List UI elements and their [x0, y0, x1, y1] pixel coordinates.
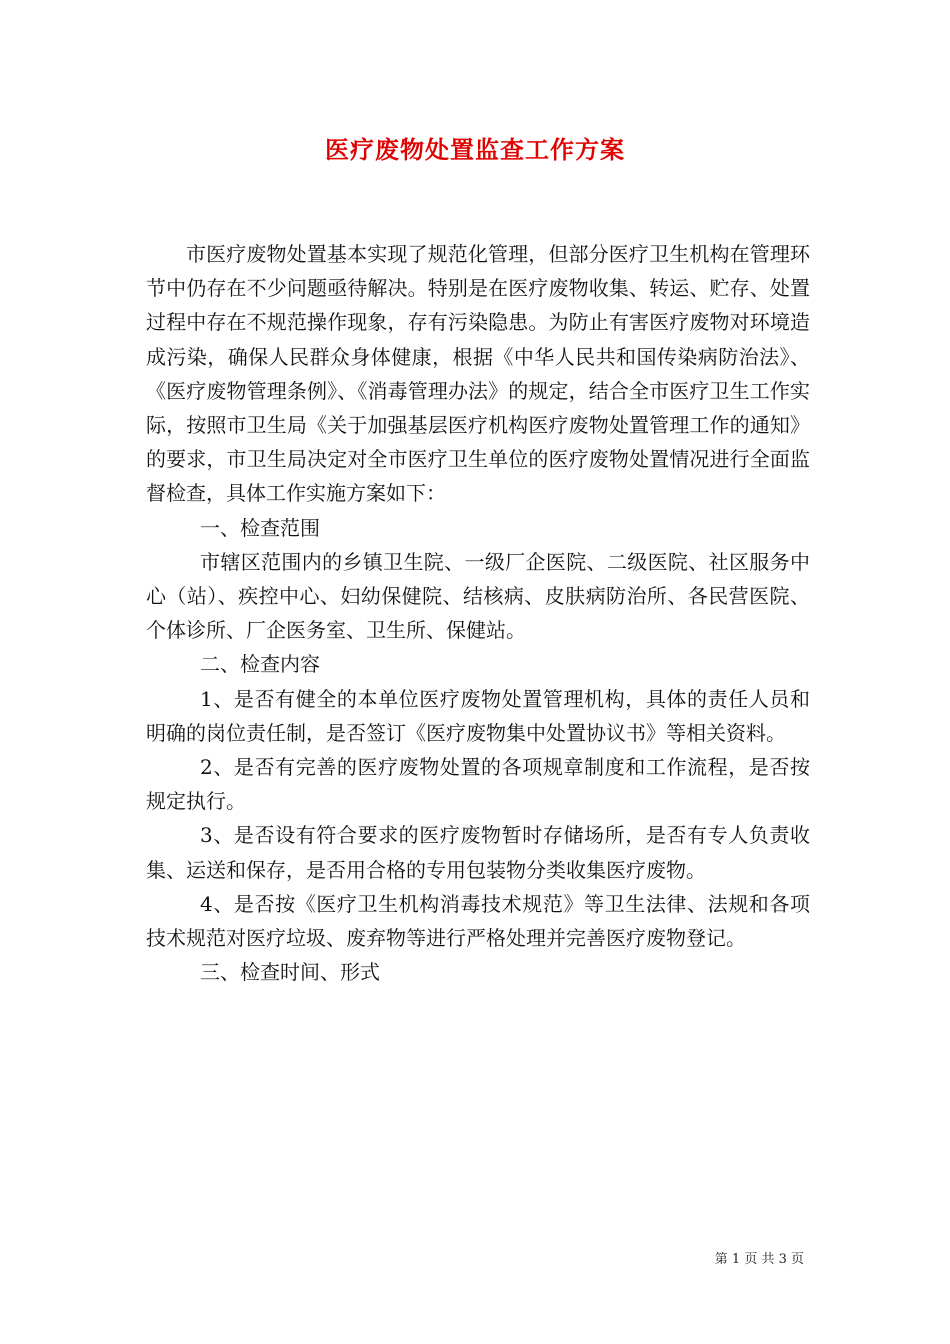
section-2-item-3: 3、是否设有符合要求的医疗废物暂时存储场所，是否有专人负责收集、运送和保存，是否用合格的专用包装物分类收集医疗废物。	[146, 823, 810, 882]
section-2-item-2: 2、是否有完善的医疗废物处置的各项规章制度和工作流程，是否按规定执行。	[146, 755, 810, 814]
section-1-paragraph: 市辖区范围内的乡镇卫生院、一级厂企医院、二级医院、社区服务中心（站）、疾控中心、妇幼保健院、结核病、皮肤病防治所、各民营医院、个体诊所、厂企医务室、卫生所、保健站。	[146, 549, 810, 643]
section-3-heading: 三、检查时间、形式	[200, 960, 380, 985]
section-2-heading: 二、检查内容	[200, 652, 320, 677]
page-indicator: 第 1 页 共 3 页	[714, 1252, 804, 1267]
section-2-item-4: 4、是否按《医疗卫生机构消毒技术规范》等卫生法律、法规和各项技术规范对医疗垃圾、废弃物等进行严格处理并完善医疗废物登记。	[146, 891, 810, 951]
section-2-item-1: 1、是否有健全的本单位医疗废物处置管理机构，具体的责任人员和明确的岗位责任制，是否签订《医疗废物集中处置协议书》等相关资料。	[146, 686, 810, 745]
section-1-heading: 一、检查范围	[200, 515, 320, 540]
document-body	[146, 237, 810, 989]
intro-paragraph: 市医疗废物处置基本实现了规范化管理，但部分医疗卫生机构在管理环节中仍存在不少问题亟待解决。特别是在医疗废物收集、转运、贮存、处置过程中存在不规范操作现象，存有污染隐患。为防止有害医疗废物对环境造成污染，确保人民群众身体健康，根据《中华人民共和国传染病防治法》、《医疗废物管理条例》、《消毒管理办法》的规定，结合全市医疗卫生工作实际，按照市卫生局《关于加强基层医疗机构医疗废物处置管理工作的通知》的要求，市卫生局决定对全市医疗卫生单位的医疗废物处置情况进行全面监督检查，具体工作实施方案如下：	[146, 242, 810, 506]
document-title: 医疗废物处置监查工作方案	[325, 135, 625, 164]
